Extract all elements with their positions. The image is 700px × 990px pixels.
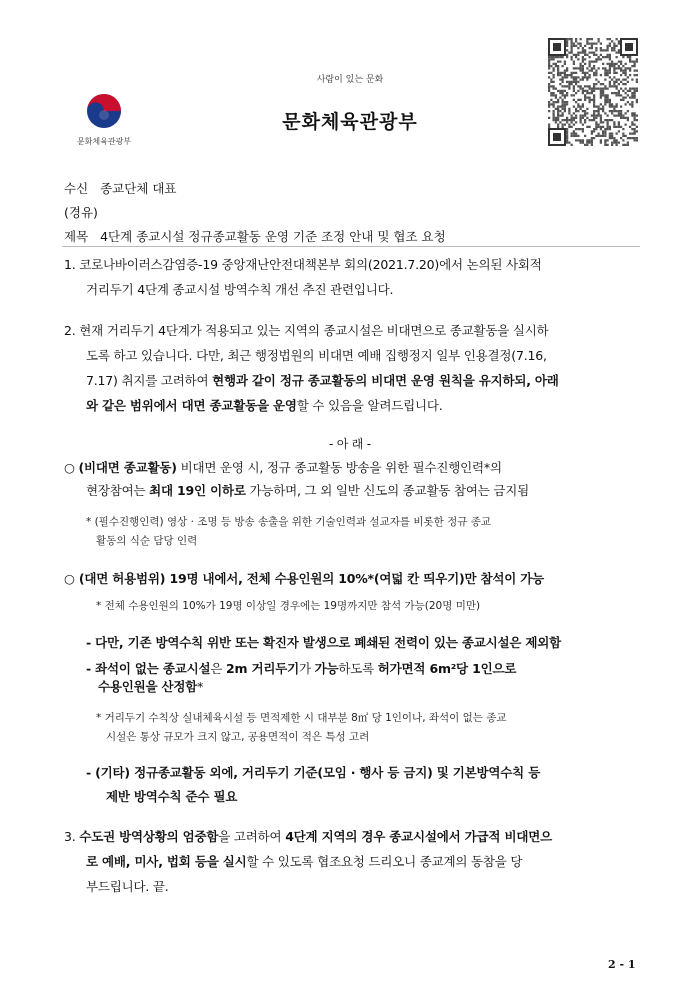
section-a-line2-c: 가능하며, 그 외 일반 신도의 종교활동 참여는 금지됨 <box>245 483 530 498</box>
ministry-title: 문화체육관광부 <box>282 111 418 133</box>
item2-line3-bold: 현행과 같이 정규 종교활동의 비대면 운영 원칙을 유지하되, 아래 <box>212 373 559 388</box>
item3-l2-a: 로 예배, 미사, 법회 등을 실시 <box>86 854 247 869</box>
subject-divider <box>62 246 640 247</box>
dash-2-note2: 시설은 통상 규모가 크지 않고, 공용면적이 적은 특성 고려 <box>106 731 370 743</box>
section-b-line <box>64 566 544 591</box>
item3-line3: 부드립니다. 끝. <box>86 879 169 894</box>
recipient-label: 수신 <box>64 181 89 196</box>
section-a-title: (비대면 종교활동) <box>78 460 177 475</box>
item3-l2-b: 할 수 있도록 협조요청 드리오니 종교계의 동참을 당 <box>246 854 523 869</box>
item3-l1-b: 수도권 방역상황의 엄중함 <box>79 829 219 844</box>
dash-2-l2-b: 산정함 <box>161 679 198 694</box>
section-a-line2 <box>86 478 529 503</box>
dash-2-b: 은 <box>210 661 226 676</box>
bullet-circle-icon: ○ <box>64 571 75 586</box>
item3-line1 <box>64 824 552 849</box>
dash-item-1: - 다만, 기존 방역수칙 위반 또는 확진자 발생으로 폐쇄된 전력이 있는 종교시설은 제외함 <box>86 635 561 650</box>
dash-2-a: - 좌석이 없는 종교시설 <box>86 661 211 676</box>
dash-2-f: 하도록 <box>338 661 378 676</box>
below-heading: - 아 래 - <box>329 437 371 451</box>
section-a-note2: 활동의 식순 담당 인력 <box>96 535 198 547</box>
item1-line2: 거리두기 4단계 종교시설 방역수칙 개선 추진 관련입니다. <box>86 282 394 297</box>
item2-line1: 2. 현재 거리두기 4단계가 적용되고 있는 지역의 종교시설은 비대면으로 종교활동을 실시하 <box>64 323 549 338</box>
dash-item-3-line2: 제반 방역수칙 준수 필요 <box>106 789 238 804</box>
logo-text: 문화체육관광부 <box>76 137 132 146</box>
section-a-note1: * (필수진행인력) 영상 · 조명 등 방송 송출을 위한 기술인력과 설교자를 비롯한 정규 종교 <box>86 516 492 528</box>
item3-line2 <box>86 849 522 874</box>
recipient-line <box>64 179 177 197</box>
dash-2-c: 2m 거리두기 <box>225 661 299 676</box>
item1-line1: 1. 코로나바이러스감염증-19 중앙재난안전대책본부 회의(2021.7.20)에서 논의된 사회적 <box>64 257 542 272</box>
bullet-circle-icon: ○ <box>64 460 75 475</box>
dash-item-2-line2 <box>98 674 203 699</box>
dash-item-3-line1: - (기타) 정규종교활동 외에, 거리두기 기준(모임 · 행사 등 금지) 및 기본방역수칙 등 <box>86 765 541 780</box>
item2-line2: 도록 하고 있습니다. 다만, 최근 행정법원의 비대면 예배 집행정지 일부 인용결정(7.16, <box>86 348 547 363</box>
dash-2-d: 가 <box>298 661 315 676</box>
qr-code <box>548 38 638 146</box>
item2-line3 <box>86 368 559 393</box>
dash-2-g: 허가면적 6m²당 1인으로 <box>377 661 517 676</box>
item2-line4 <box>86 393 443 418</box>
dash-2-note1: * 거리두기 수칙상 실내체육시설 등 면적제한 시 대부분 8㎡ 당 1인이나, 좌석이 없는 종교 <box>96 712 507 724</box>
recipient-value: 종교단체 대표 <box>100 181 177 196</box>
via-line: (경유) <box>64 205 98 220</box>
section-b-note: * 전체 수용인원의 10%가 19명 이상일 경우에는 19명까지만 참석 가능(20명 미만) <box>96 600 481 612</box>
slogan: 사람이 있는 문화 <box>316 75 384 85</box>
item2-line3-plain: 7.17) 취지를 고려하여 <box>86 373 213 388</box>
subject-line <box>64 227 446 245</box>
section-a-line1-rest: 비대면 운영 시, 정규 종교활동 방송을 위한 필수진행인력*의 <box>176 460 502 475</box>
item3-l1-a: 3. <box>64 829 80 844</box>
subject-value: 4단계 종교시설 정규종교활동 운영 기준 조정 안내 및 협조 요청 <box>100 229 446 244</box>
dash-2-l2-c: * <box>197 679 204 694</box>
section-b-title: (대면 허용범위) 19명 내에서, 전체 수용인원의 10%*(여덟 칸 띄우기)만 참석이 가능 <box>78 571 545 586</box>
page-number: 2 - 1 <box>608 958 636 971</box>
section-a-line1 <box>64 455 502 480</box>
item2-line4-bold: 와 같은 범위에서 대면 종교활동을 운영 <box>86 398 297 413</box>
dash-2-e: 가능 <box>314 661 339 676</box>
item3-l1-c: 을 고려하여 <box>218 829 286 844</box>
dash-2-l2-a: 수용인원을 <box>98 679 162 694</box>
item3-l1-d: 4단계 지역의 경우 종교시설에서 가급적 비대면으 <box>285 829 552 844</box>
item2-line4-plain: 할 수 있음을 알려드립니다. <box>296 398 443 413</box>
section-a-line2-a: 현장참여는 <box>86 483 150 498</box>
subject-label: 제목 <box>64 229 89 244</box>
section-a-line2-bold: 최대 19인 이하로 <box>149 483 246 498</box>
